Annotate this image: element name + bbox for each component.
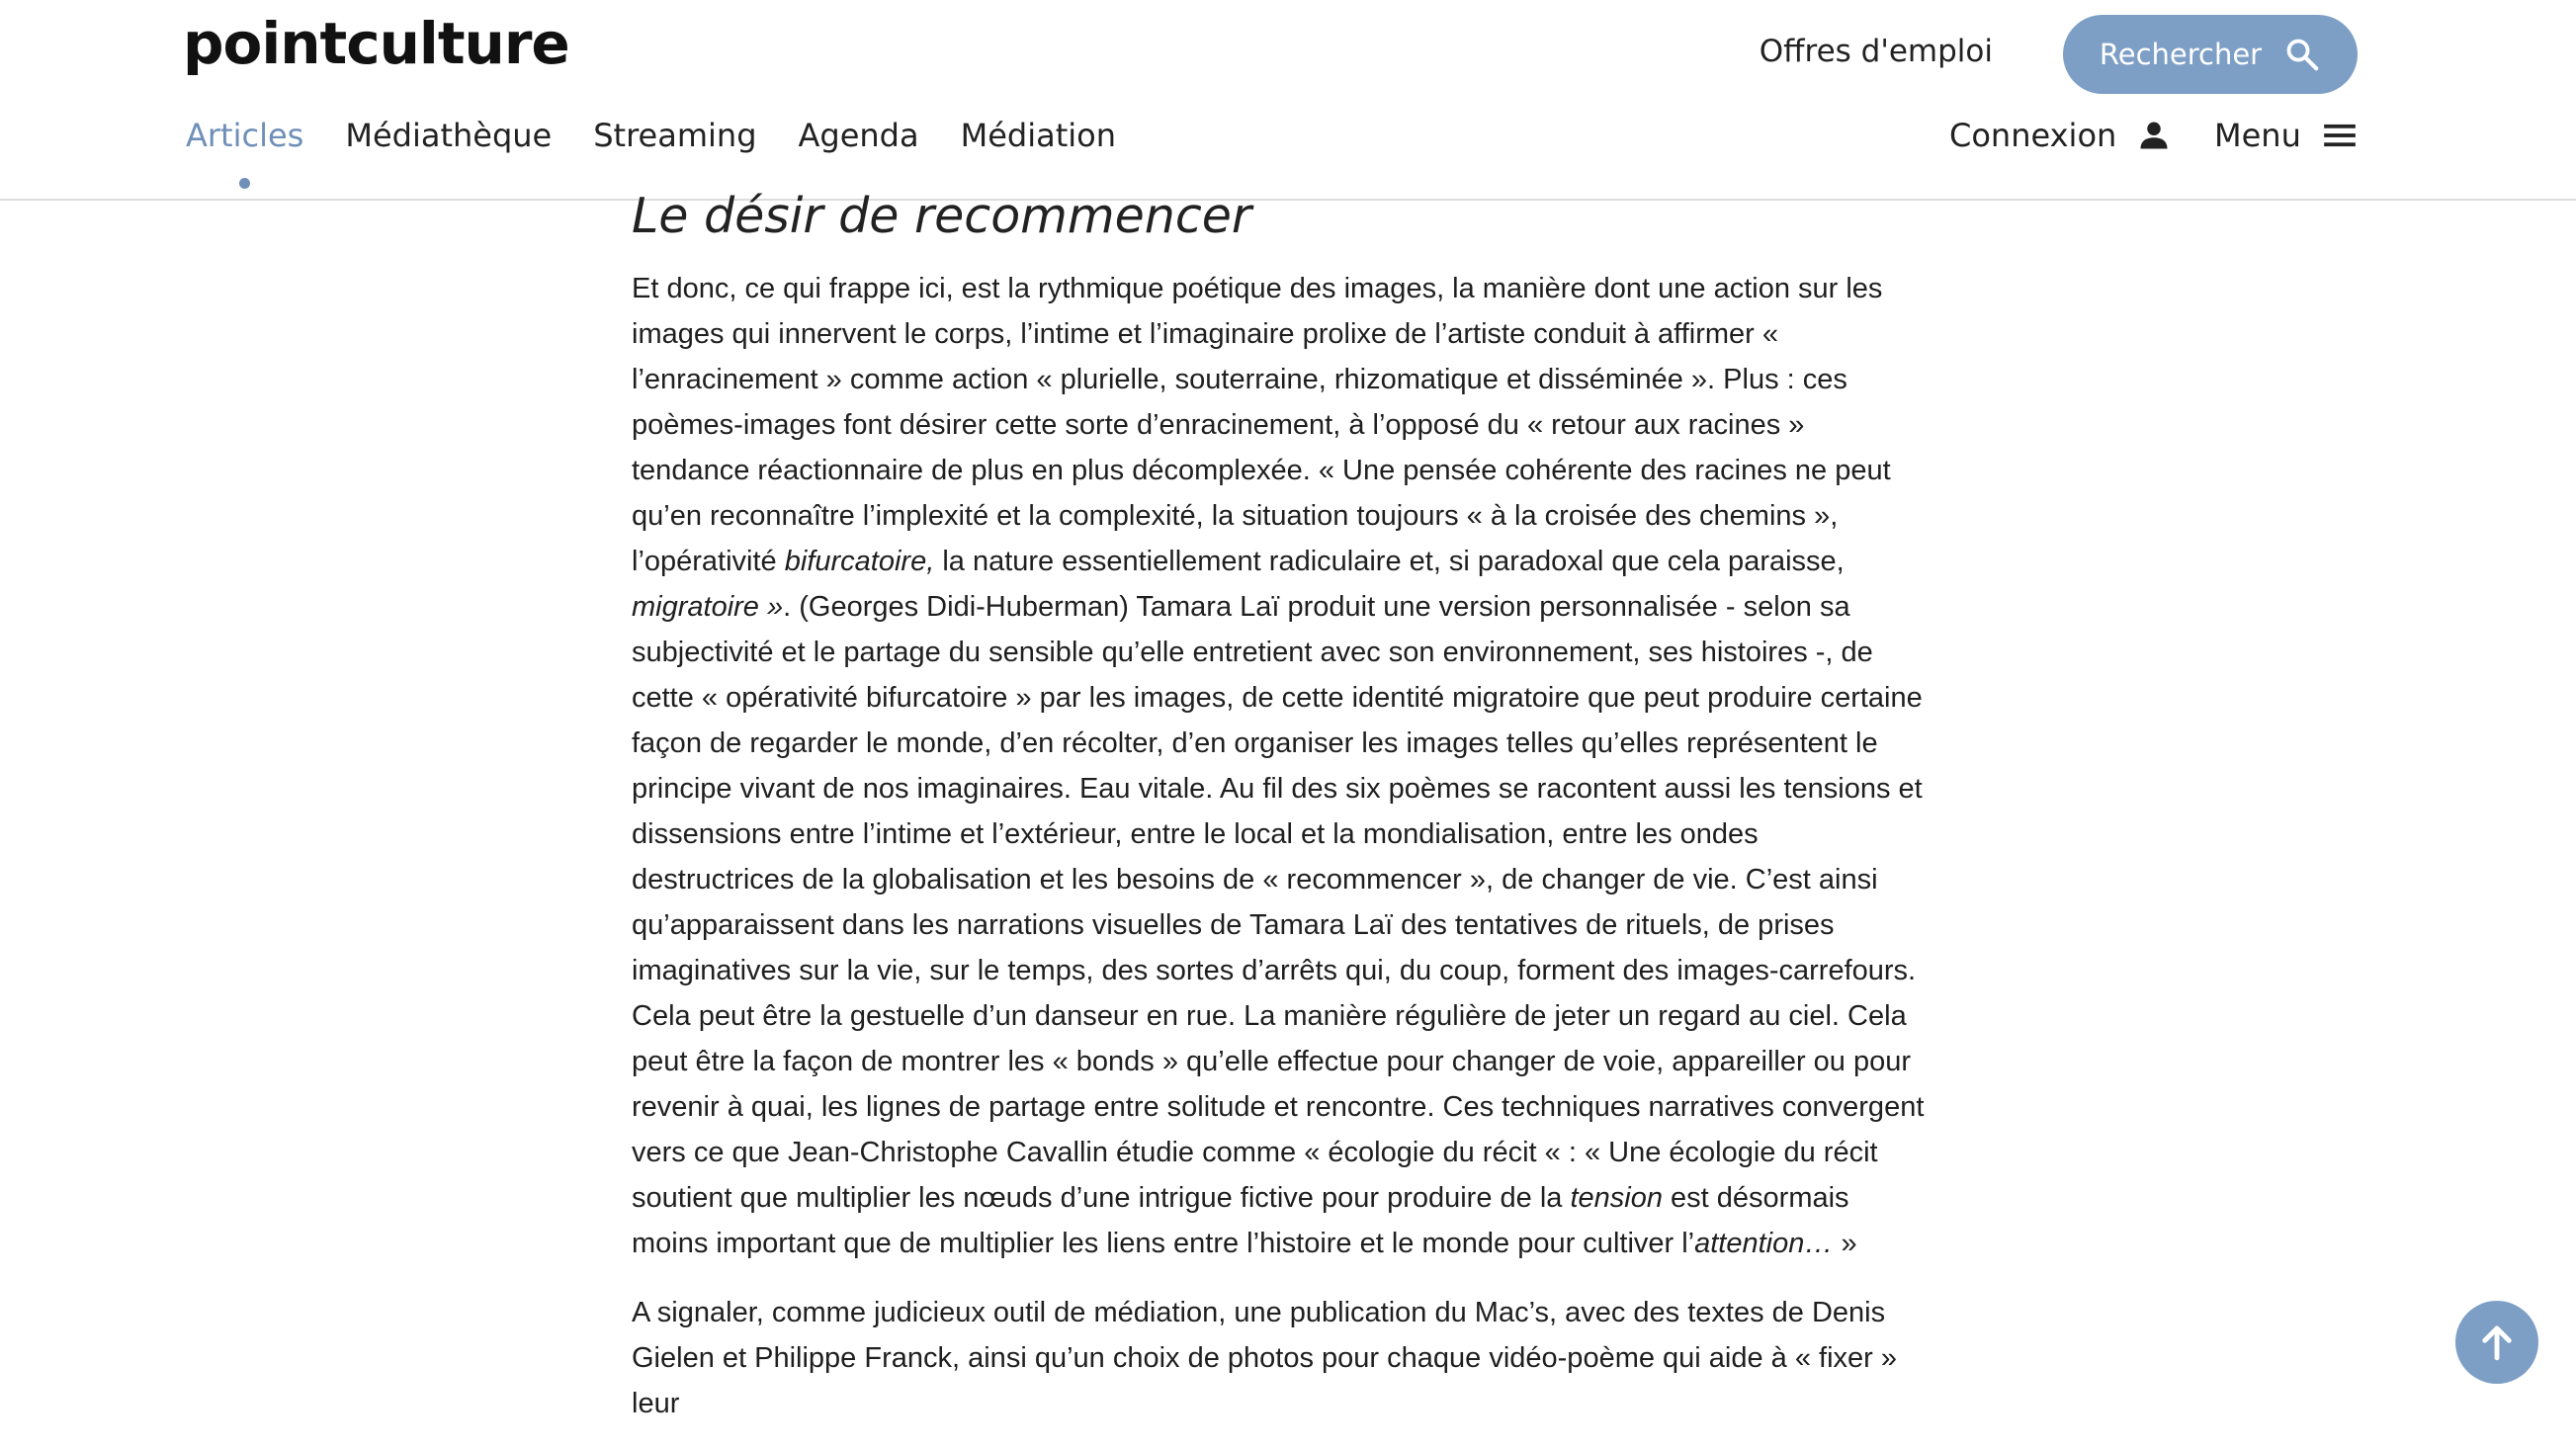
article-body bbox=[632, 188, 1927, 1450]
nav-item-label: Médiation bbox=[960, 117, 1116, 154]
text-run: la nature essentiellement radiculaire et, si paradoxal que cela paraisse, bbox=[934, 546, 1845, 577]
nav-item-label: Articles bbox=[186, 117, 304, 154]
italic-text: attention… bbox=[1694, 1228, 1834, 1259]
text-run: » bbox=[1833, 1228, 1857, 1259]
nav-item-agenda[interactable] bbox=[799, 117, 919, 154]
menu-button[interactable] bbox=[2214, 117, 2359, 154]
article-paragraph bbox=[632, 266, 1927, 1266]
login-button[interactable] bbox=[1949, 117, 2172, 154]
nav-item-articles[interactable] bbox=[186, 117, 303, 154]
italic-text: migratoire » bbox=[632, 591, 784, 623]
text-run: . (Georges Didi-Huberman) Tamara Laï produit une version personnalisée - selon sa subjectivité et le partage du sensible qu’elle entretient avec son environnement, ses histoires -, de cette « opérativité bifurcatoire » par les images, de cette identité migratoire que peut produire certaine façon de regarder le monde, d’en récolter, d’en organiser les images telles qu’elles représentent le principe vivant de nos imaginaires. Eau vitale. Au fil des six poèmes se racontent aussi les tensions et dissensions entre l’intime et l’extérieur, entre le local et la mondialisation, entre les ondes destructrices de la globalisation et les besoins de « recommencer », de changer de vie. C’est ainsi qu’apparaissent dans les narrations visuelles de Tamara Laï des tentatives de rituels, de prises imaginatives sur la vie, sur le temps, des sortes d’arrêts qui, du coup, forment des images-carrefours. Cela peut être la gestuelle d’un danseur en rue. La manière régulière de jeter un regard au ciel. Cela peut être la façon de montrer les « bonds » qu’elle effectue pour changer de voie, appareiller ou pour revenir à quai, les lignes de partage entre solitude et rencontre. Ces techniques narratives convergent vers ce que Jean-Christophe Cavallin étudie comme « écologie du récit « : « Une écologie du récit soutient que multiplier les nœuds d’une intrigue fictive pour produire de la bbox=[632, 591, 1925, 1214]
text-run: est désormais moins important que de multiplier les liens entre l’histoire et le monde pour cultiver l’ bbox=[632, 1182, 1849, 1259]
arrow-up-icon bbox=[2476, 1322, 2518, 1363]
nav-item-label: Agenda bbox=[798, 117, 919, 154]
nav-item-mediation[interactable] bbox=[961, 117, 1116, 154]
nav-item-label: Médiathèque bbox=[345, 117, 553, 154]
search-button[interactable] bbox=[2063, 15, 2358, 94]
italic-text: bifurcatoire, bbox=[784, 546, 935, 577]
italic-text: tension bbox=[1570, 1182, 1663, 1214]
text-run: Et donc, ce qui frappe ici, est la rythmique poétique des images, la manière dont une action sur les images qui innervent le corps, l’intime et l’imaginaire prolixe de l’artiste conduit à affirmer « l’enracinement » comme action « plurielle, souterraine, rhizomatique et disséminée ». Plus : ces poèmes-images font désirer cette sorte d’enracinement, à l’opposé du « retour aux racines » tendance réactionnaire de plus en plus décomplexée. « Une pensée cohérente des racines ne peut qu’en reconnaître l’implexité et la complexité, la situation toujours « à la croisée des chemins », l’opérativité bbox=[632, 273, 1891, 577]
back-to-top-button[interactable] bbox=[2455, 1301, 2538, 1384]
nav-item-mediatheque[interactable] bbox=[345, 117, 552, 154]
jobs-link[interactable]: Offres d'emploi bbox=[1759, 34, 1993, 69]
section-heading: Le désir de recommencer bbox=[632, 188, 1252, 244]
menu-label: Menu bbox=[2214, 117, 2301, 154]
active-indicator-dot bbox=[239, 178, 250, 189]
site-header bbox=[0, 0, 2576, 201]
search-button-label: Rechercher bbox=[2099, 38, 2263, 71]
login-label: Connexion bbox=[1949, 117, 2117, 154]
hamburger-icon bbox=[2321, 117, 2359, 154]
main-nav bbox=[186, 117, 1116, 154]
site-logo[interactable]: pointculture bbox=[183, 10, 569, 77]
nav-item-label: Streaming bbox=[593, 117, 757, 154]
search-icon bbox=[2283, 36, 2321, 73]
nav-item-streaming[interactable] bbox=[593, 117, 756, 154]
article-paragraph: A signaler, comme judicieux outil de médiation, une publication du Mac’s, avec des textes de Denis Gielen et Philippe Franck, ainsi qu’un choix de photos pour chaque vidéo-poème qui aide à « fixer » leur bbox=[632, 1297, 1898, 1419]
person-icon bbox=[2136, 118, 2172, 153]
